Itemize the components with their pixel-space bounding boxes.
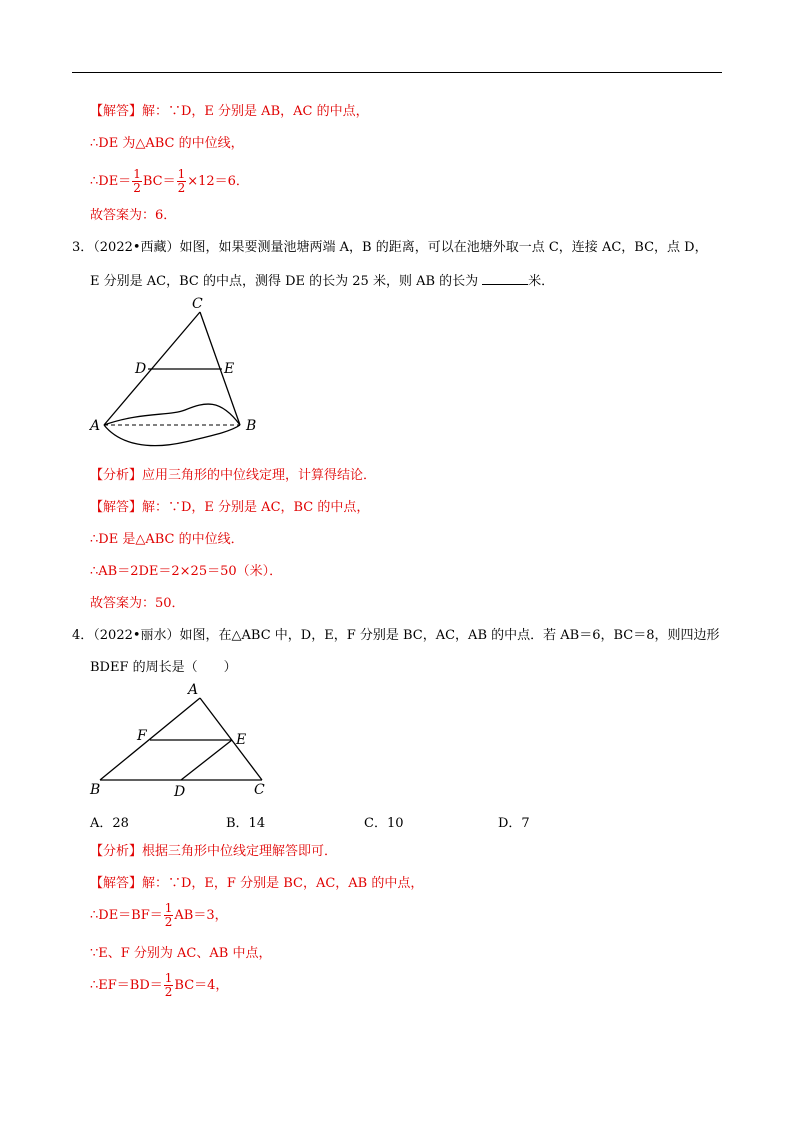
prev-answer: 故答案为：6． — [90, 208, 177, 223]
numerator: 1 — [133, 167, 141, 181]
fraction-half — [164, 972, 174, 999]
fraction-half — [164, 902, 174, 929]
option-b: B．14 — [226, 816, 266, 831]
segment-ac — [200, 698, 262, 780]
denominator: 2 — [177, 181, 186, 195]
text-segment: BC＝4， — [174, 978, 229, 993]
prev-solution-line-1: 【解答】解：∵D，E 分别是 AB，AC 的中点， — [90, 104, 369, 119]
label-c: C — [192, 296, 203, 312]
denominator: 2 — [164, 985, 173, 999]
q4-stem-line-1: 4．（2022•丽水）如图，在△ABC 中，D，E，F 分别是 BC，AC，AB 的中点．若 AB＝6，BC＝8，则四边形 — [72, 628, 720, 643]
label-d: D — [174, 784, 186, 800]
q3-stem-line-2 — [90, 272, 554, 290]
denominator: 2 — [164, 915, 173, 929]
q3-analysis: 【分析】应用三角形的中位线定理，计算得结论． — [90, 468, 377, 483]
pond-lower-outline — [104, 425, 240, 446]
label-f: F — [137, 728, 147, 744]
q3-solution-line-1: 【解答】解：∵D，E 分别是 AC，BC 的中点， — [90, 500, 370, 515]
label-b: B — [90, 782, 101, 798]
q4-solution-line-1: 【解答】解：∵D，E，F 分别是 BC，AC，AB 的中点， — [90, 876, 424, 891]
fraction-half — [132, 168, 142, 195]
text-segment: AB＝3， — [174, 908, 228, 923]
segment-de — [181, 740, 232, 780]
label-c: C — [254, 782, 265, 798]
label-e: E — [236, 732, 247, 748]
text-segment: ∴EF＝BD＝ — [90, 978, 163, 993]
label-d: D — [135, 361, 147, 377]
label-a: A — [90, 418, 101, 434]
q4-stem-line-2: BDEF 的周长是（ ） — [90, 660, 237, 675]
text-segment: E 分别是 AC，BC 的中点，测得 DE 的长为 25 米，则 AB 的长为 — [90, 274, 479, 289]
q4-solution-line-3: ∵E、F 分别为 AC、AB 中点， — [90, 946, 272, 961]
q4-analysis: 【分析】根据三角形中位线定理解答即可． — [90, 844, 338, 859]
q4-solution-line-2 — [90, 902, 228, 930]
text-segment: BC＝ — [142, 174, 176, 189]
text-segment: ∴DE＝BF＝ — [90, 908, 163, 923]
prev-solution-line-3 — [90, 168, 249, 196]
label-b: B — [246, 418, 257, 434]
numerator: 1 — [177, 167, 186, 181]
header-rule — [72, 72, 722, 73]
option-c: C．10 — [364, 816, 404, 831]
segment-ab — [100, 698, 200, 780]
numerator: 1 — [164, 901, 173, 915]
q4-solution-line-4 — [90, 972, 228, 1000]
pond-upper-outline — [104, 404, 240, 425]
q3-answer: 故答案为：50． — [90, 596, 185, 611]
label-a: A — [188, 682, 199, 698]
text-segment: ×12＝6． — [187, 174, 249, 189]
option-a: A．28 — [90, 816, 129, 831]
text-segment: 米． — [528, 274, 555, 289]
q3-solution-line-2: ∴DE 是△ABC 的中位线． — [90, 532, 244, 547]
answer-blank — [482, 272, 528, 285]
q3-stem-line-1: 3．（2022•西藏）如图，如果要测量池塘两端 A，B 的距离，可以在池塘外取一点 C，连接 AC，BC，点 D， — [72, 240, 708, 255]
prev-solution-line-2: ∴DE 为△ABC 的中位线， — [90, 136, 244, 151]
q3-solution-line-3: ∴AB＝2DE＝2×25＝50（米）． — [90, 564, 283, 579]
text-segment: ∴DE＝ — [90, 174, 132, 189]
option-d: D．7 — [498, 816, 530, 831]
q4-triangle-figure — [82, 680, 282, 802]
fraction-half — [177, 168, 187, 195]
q3-pond-figure — [80, 290, 280, 450]
denominator: 2 — [133, 181, 141, 195]
numerator: 1 — [164, 971, 173, 985]
label-e: E — [224, 361, 235, 377]
